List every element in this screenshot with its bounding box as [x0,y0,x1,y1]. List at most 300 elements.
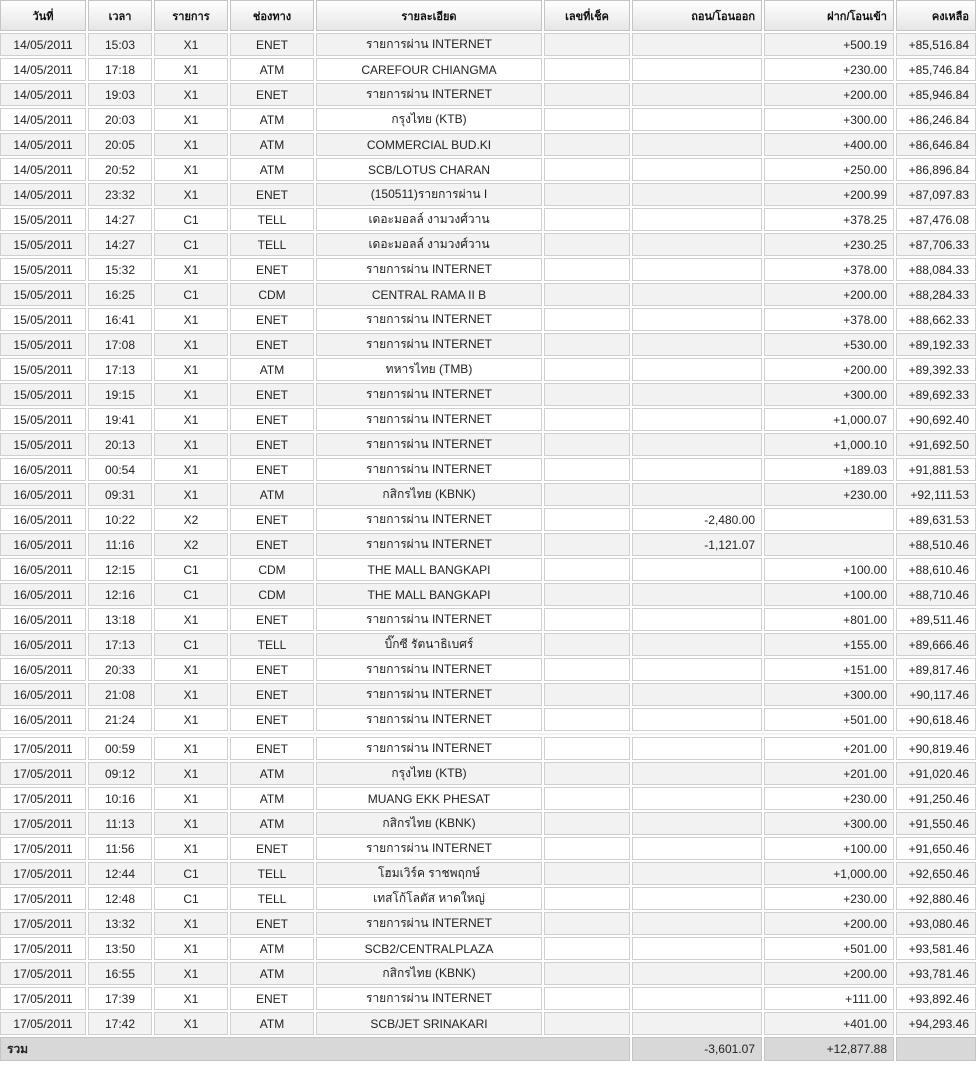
cell-channel: ATM [230,483,314,506]
cell-date: 16/05/2011 [0,583,86,606]
cell-cheque-no [544,83,630,106]
cell-withdraw [632,683,762,706]
cell-time: 15:32 [88,258,152,281]
cell-time: 17:08 [88,333,152,356]
cell-channel: ATM [230,133,314,156]
cell-channel: ATM [230,762,314,785]
cell-date: 14/05/2011 [0,183,86,206]
cell-channel: ENET [230,683,314,706]
cell-details: MUANG EKK PHESAT [316,787,542,810]
cell-details: รายการผ่าน INTERNET [316,837,542,860]
cell-details: รายการผ่าน INTERNET [316,508,542,531]
table-row [0,133,976,156]
cell-details: รายการผ่าน INTERNET [316,83,542,106]
cell-deposit: +201.00 [764,737,894,760]
cell-balance: +91,692.50 [896,433,976,456]
cell-cheque-no [544,837,630,860]
cell-withdraw [632,33,762,56]
cell-transaction: X2 [154,533,228,556]
cell-time: 14:27 [88,233,152,256]
cell-transaction: X1 [154,483,228,506]
cell-date: 16/05/2011 [0,558,86,581]
cell-details: กสิกรไทย (KBNK) [316,483,542,506]
cell-date: 16/05/2011 [0,458,86,481]
cell-withdraw [632,633,762,656]
cell-date: 15/05/2011 [0,308,86,331]
cell-deposit: +378.00 [764,258,894,281]
cell-deposit: +189.03 [764,458,894,481]
cell-channel: ENET [230,308,314,331]
cell-channel: TELL [230,887,314,910]
cell-cheque-no [544,58,630,81]
cell-time: 13:50 [88,937,152,960]
cell-channel: TELL [230,233,314,256]
cell-cheque-no [544,258,630,281]
cell-transaction: X1 [154,33,228,56]
total-row [0,1037,976,1061]
cell-channel: ATM [230,358,314,381]
table-row [0,737,976,760]
table-row [0,383,976,406]
cell-details: THE MALL BANGKAPI [316,583,542,606]
cell-details: รายการผ่าน INTERNET [316,333,542,356]
cell-cheque-no [544,183,630,206]
cell-balance: +94,293.46 [896,1012,976,1035]
cell-cheque-no [544,987,630,1010]
cell-withdraw [632,208,762,231]
cell-cheque-no [544,762,630,785]
cell-withdraw [632,837,762,860]
cell-transaction: C1 [154,862,228,885]
cell-transaction: X1 [154,308,228,331]
cell-date: 16/05/2011 [0,508,86,531]
cell-withdraw [632,258,762,281]
cell-withdraw [632,458,762,481]
cell-withdraw [632,158,762,181]
cell-transaction: X1 [154,133,228,156]
header-withdraw: ถอน/โอนออก [632,0,762,31]
cell-cheque-no [544,812,630,835]
table-row [0,333,976,356]
cell-date: 15/05/2011 [0,208,86,231]
cell-balance: +91,020.46 [896,762,976,785]
cell-date: 16/05/2011 [0,533,86,556]
cell-balance: +93,892.46 [896,987,976,1010]
cell-cheque-no [544,862,630,885]
cell-transaction: X1 [154,458,228,481]
cell-cheque-no [544,358,630,381]
table-row [0,183,976,206]
cell-transaction: X1 [154,762,228,785]
cell-deposit: +300.00 [764,683,894,706]
cell-withdraw: -2,480.00 [632,508,762,531]
table-row [0,762,976,785]
cell-cheque-no [544,937,630,960]
table-row [0,812,976,835]
cell-date: 17/05/2011 [0,862,86,885]
cell-date: 15/05/2011 [0,283,86,306]
cell-balance: +87,476.08 [896,208,976,231]
table-row [0,33,976,56]
cell-channel: ENET [230,408,314,431]
cell-transaction: X1 [154,962,228,985]
cell-date: 17/05/2011 [0,987,86,1010]
cell-transaction: X1 [154,158,228,181]
header-deposit: ฝาก/โอนเข้า [764,0,894,31]
cell-withdraw [632,433,762,456]
cell-deposit: +200.00 [764,962,894,985]
cell-time: 19:15 [88,383,152,406]
cell-balance: +89,392.33 [896,358,976,381]
cell-deposit: +230.00 [764,787,894,810]
cell-details: CAREFOUR CHIANGMA [316,58,542,81]
table-row [0,433,976,456]
cell-withdraw [632,308,762,331]
cell-channel: ENET [230,333,314,356]
cell-balance: +88,662.33 [896,308,976,331]
cell-transaction: C1 [154,558,228,581]
cell-deposit: +501.00 [764,708,894,731]
cell-balance: +91,881.53 [896,458,976,481]
cell-date: 14/05/2011 [0,58,86,81]
cell-details: รายการผ่าน INTERNET [316,608,542,631]
cell-balance: +88,284.33 [896,283,976,306]
cell-date: 15/05/2011 [0,358,86,381]
cell-withdraw [632,787,762,810]
cell-transaction: X1 [154,258,228,281]
cell-channel: ENET [230,608,314,631]
cell-withdraw [632,483,762,506]
cell-cheque-no [544,408,630,431]
row-separator [0,733,976,735]
cell-time: 21:24 [88,708,152,731]
cell-balance: +87,706.33 [896,233,976,256]
cell-time: 11:13 [88,812,152,835]
cell-channel: ENET [230,987,314,1010]
cell-deposit: +1,000.10 [764,433,894,456]
cell-transaction: X1 [154,937,228,960]
table-row [0,508,976,531]
cell-transaction: X1 [154,358,228,381]
cell-transaction: X1 [154,987,228,1010]
cell-details: กสิกรไทย (KBNK) [316,812,542,835]
cell-deposit: +501.00 [764,937,894,960]
cell-transaction: X1 [154,912,228,935]
cell-cheque-no [544,383,630,406]
table-row [0,583,976,606]
table-row [0,158,976,181]
table-row [0,658,976,681]
cell-time: 16:25 [88,283,152,306]
cell-withdraw [632,937,762,960]
cell-balance: +92,650.46 [896,862,976,885]
cell-channel: TELL [230,862,314,885]
cell-transaction: X1 [154,608,228,631]
total-label: รวม [0,1037,630,1061]
cell-details: ทหารไทย (TMB) [316,358,542,381]
table-row [0,83,976,106]
cell-transaction: X1 [154,383,228,406]
table-row [0,787,976,810]
cell-date: 15/05/2011 [0,408,86,431]
cell-channel: ENET [230,458,314,481]
cell-balance: +85,746.84 [896,58,976,81]
cell-cheque-no [544,133,630,156]
cell-cheque-no [544,583,630,606]
cell-channel: TELL [230,208,314,231]
cell-transaction: X1 [154,708,228,731]
cell-balance: +93,781.46 [896,962,976,985]
cell-cheque-no [544,108,630,131]
cell-channel: ENET [230,258,314,281]
cell-deposit: +400.00 [764,133,894,156]
total-withdraw: -3,601.07 [632,1037,762,1061]
table-row [0,708,976,731]
cell-deposit: +230.00 [764,483,894,506]
cell-date: 14/05/2011 [0,83,86,106]
header-transaction: รายการ [154,0,228,31]
cell-deposit [764,508,894,531]
table-row [0,887,976,910]
cell-details: กรุงไทย (KTB) [316,108,542,131]
header-balance: คงเหลือ [896,0,976,31]
cell-cheque-no [544,1012,630,1035]
cell-deposit [764,533,894,556]
cell-deposit: +1,000.07 [764,408,894,431]
cell-deposit: +200.00 [764,912,894,935]
cell-balance: +89,631.53 [896,508,976,531]
cell-transaction: X1 [154,787,228,810]
cell-cheque-no [544,433,630,456]
cell-channel: ENET [230,912,314,935]
cell-withdraw [632,358,762,381]
header-row [0,0,976,31]
cell-transaction: X1 [154,683,228,706]
cell-withdraw [632,333,762,356]
total-deposit: +12,877.88 [764,1037,894,1061]
table-row [0,683,976,706]
cell-details: รายการผ่าน INTERNET [316,433,542,456]
cell-cheque-no [544,683,630,706]
cell-deposit: +250.00 [764,158,894,181]
cell-balance: +90,618.46 [896,708,976,731]
table-row [0,937,976,960]
table-row [0,233,976,256]
cell-cheque-no [544,33,630,56]
cell-cheque-no [544,483,630,506]
cell-withdraw [632,183,762,206]
cell-time: 20:13 [88,433,152,456]
cell-transaction: X1 [154,658,228,681]
cell-withdraw [632,583,762,606]
cell-date: 17/05/2011 [0,1012,86,1035]
cell-details: กรุงไทย (KTB) [316,762,542,785]
cell-channel: CDM [230,558,314,581]
cell-cheque-no [544,633,630,656]
cell-details: (150511)รายการผ่าน I [316,183,542,206]
cell-time: 17:42 [88,1012,152,1035]
cell-date: 14/05/2011 [0,108,86,131]
cell-details: รายการผ่าน INTERNET [316,33,542,56]
cell-deposit: +100.00 [764,558,894,581]
transaction-rows [0,33,976,1035]
cell-date: 17/05/2011 [0,937,86,960]
cell-balance: +90,692.40 [896,408,976,431]
cell-balance: +86,896.84 [896,158,976,181]
cell-date: 15/05/2011 [0,258,86,281]
cell-details: THE MALL BANGKAPI [316,558,542,581]
cell-details: รายการผ่าน INTERNET [316,258,542,281]
cell-details: โฮมเวิร์ค ราชพฤกษ์ [316,862,542,885]
table-row [0,283,976,306]
cell-withdraw [632,283,762,306]
cell-deposit: +230.00 [764,58,894,81]
cell-date: 17/05/2011 [0,762,86,785]
cell-balance: +92,111.53 [896,483,976,506]
table-row [0,408,976,431]
cell-cheque-no [544,787,630,810]
cell-cheque-no [544,558,630,581]
cell-transaction: C1 [154,887,228,910]
cell-transaction: X2 [154,508,228,531]
cell-balance: +93,581.46 [896,937,976,960]
cell-deposit: +200.00 [764,83,894,106]
cell-time: 09:31 [88,483,152,506]
cell-time: 21:08 [88,683,152,706]
table-row [0,962,976,985]
cell-deposit: +300.00 [764,383,894,406]
cell-cheque-no [544,233,630,256]
cell-details: SCB/JET SRINAKARI [316,1012,542,1035]
cell-transaction: X1 [154,333,228,356]
table-row [0,987,976,1010]
cell-withdraw [632,708,762,731]
cell-time: 12:48 [88,887,152,910]
cell-transaction: X1 [154,408,228,431]
cell-balance: +89,817.46 [896,658,976,681]
header-time: เวลา [88,0,152,31]
cell-deposit: +100.00 [764,837,894,860]
cell-time: 20:33 [88,658,152,681]
cell-time: 20:03 [88,108,152,131]
cell-details: รายการผ่าน INTERNET [316,987,542,1010]
cell-withdraw [632,608,762,631]
cell-cheque-no [544,962,630,985]
cell-details: รายการผ่าน INTERNET [316,658,542,681]
cell-withdraw [632,658,762,681]
cell-details: รายการผ่าน INTERNET [316,458,542,481]
cell-cheque-no [544,912,630,935]
cell-channel: ATM [230,812,314,835]
table-row [0,458,976,481]
cell-deposit: +200.99 [764,183,894,206]
cell-time: 12:15 [88,558,152,581]
cell-transaction: X1 [154,183,228,206]
cell-channel: ATM [230,787,314,810]
cell-balance: +90,117.46 [896,683,976,706]
cell-withdraw [632,133,762,156]
total-balance-empty [896,1037,976,1061]
table-row [0,258,976,281]
cell-details: รายการผ่าน INTERNET [316,383,542,406]
cell-cheque-no [544,308,630,331]
header-details: รายละเอียด [316,0,542,31]
cell-transaction: C1 [154,233,228,256]
cell-deposit: +230.25 [764,233,894,256]
cell-withdraw [632,862,762,885]
cell-date: 14/05/2011 [0,133,86,156]
cell-details: SCB/LOTUS CHARAN [316,158,542,181]
cell-details: รายการผ่าน INTERNET [316,708,542,731]
cell-transaction: X1 [154,737,228,760]
table-row [0,533,976,556]
cell-date: 15/05/2011 [0,333,86,356]
cell-date: 17/05/2011 [0,812,86,835]
row-separator-cell [0,733,976,735]
cell-details: รายการผ่าน INTERNET [316,408,542,431]
cell-time: 15:03 [88,33,152,56]
table-row [0,358,976,381]
cell-balance: +88,084.33 [896,258,976,281]
cell-time: 11:16 [88,533,152,556]
cell-deposit: +401.00 [764,1012,894,1035]
cell-cheque-no [544,737,630,760]
table-row [0,308,976,331]
cell-time: 17:18 [88,58,152,81]
cell-details: เดอะมอลล์ งามวงศ์วาน [316,233,542,256]
table-row [0,208,976,231]
cell-details: บิ๊กซี รัตนาธิเบศร์ [316,633,542,656]
cell-deposit: +1,000.00 [764,862,894,885]
cell-deposit: +500.19 [764,33,894,56]
cell-date: 15/05/2011 [0,383,86,406]
cell-withdraw [632,408,762,431]
cell-withdraw [632,233,762,256]
cell-withdraw [632,108,762,131]
cell-time: 17:13 [88,633,152,656]
cell-date: 14/05/2011 [0,158,86,181]
cell-balance: +89,692.33 [896,383,976,406]
cell-cheque-no [544,608,630,631]
cell-balance: +91,250.46 [896,787,976,810]
cell-channel: ENET [230,737,314,760]
cell-channel: ENET [230,383,314,406]
cell-withdraw [632,912,762,935]
cell-balance: +89,192.33 [896,333,976,356]
cell-channel: ATM [230,158,314,181]
cell-time: 10:16 [88,787,152,810]
cell-channel: ENET [230,83,314,106]
cell-date: 14/05/2011 [0,33,86,56]
cell-channel: CDM [230,583,314,606]
cell-time: 19:03 [88,83,152,106]
cell-cheque-no [544,208,630,231]
cell-time: 16:41 [88,308,152,331]
cell-balance: +87,097.83 [896,183,976,206]
cell-transaction: X1 [154,812,228,835]
cell-balance: +86,646.84 [896,133,976,156]
cell-time: 09:12 [88,762,152,785]
cell-deposit: +300.00 [764,812,894,835]
cell-time: 17:13 [88,358,152,381]
cell-balance: +85,946.84 [896,83,976,106]
cell-deposit: +230.00 [764,887,894,910]
cell-balance: +88,510.46 [896,533,976,556]
cell-channel: ATM [230,1012,314,1035]
cell-time: 20:05 [88,133,152,156]
cell-time: 20:52 [88,158,152,181]
cell-deposit: +801.00 [764,608,894,631]
